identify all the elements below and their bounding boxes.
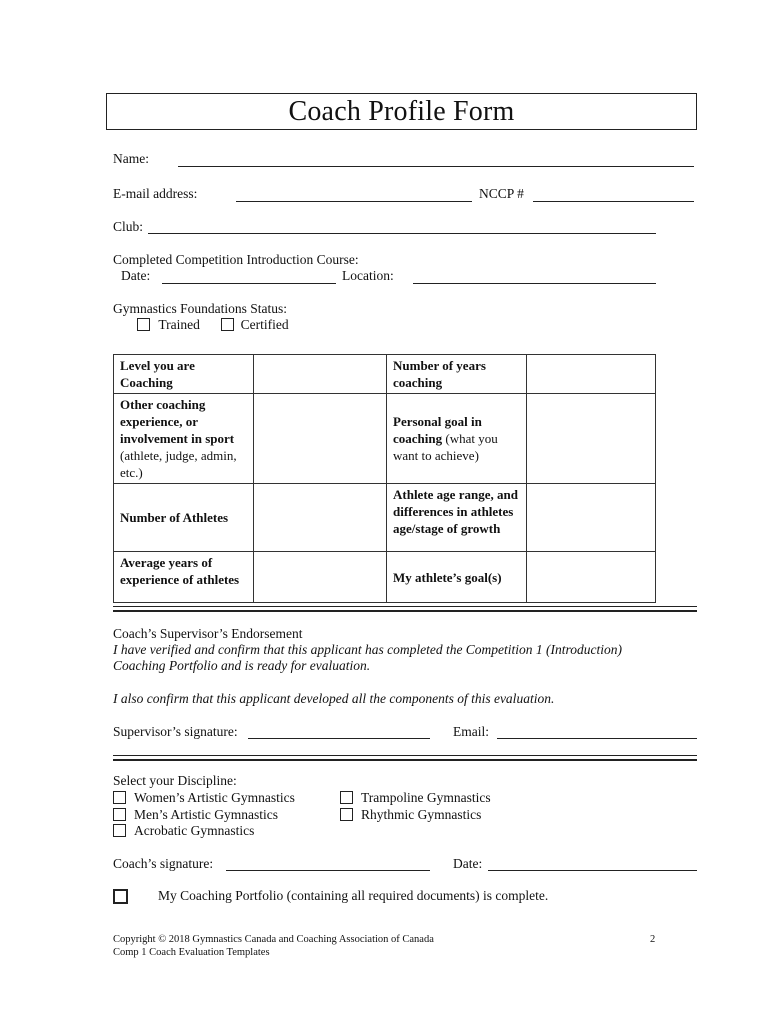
trampoline-label: Trampoline Gymnastics	[361, 790, 491, 805]
mens-artistic-checkbox[interactable]	[113, 808, 126, 821]
trampoline-checkbox[interactable]	[340, 791, 353, 804]
personal-goal-cell	[387, 394, 527, 484]
trained-checkbox[interactable]	[137, 318, 150, 331]
nccp-label: NCCP #	[479, 186, 524, 201]
table-row	[114, 484, 656, 552]
course-location-field[interactable]	[413, 283, 656, 284]
divider	[113, 755, 697, 756]
coach-signature-field[interactable]	[226, 870, 430, 871]
foundations-options	[137, 317, 289, 333]
endorsement-heading: Coach’s Supervisor’s Endorsement	[113, 626, 303, 641]
personal-goal-field[interactable]	[527, 394, 656, 484]
email-row	[113, 186, 197, 202]
course-date-label: Date:	[121, 268, 151, 283]
discipline-label: Select your Discipline:	[113, 773, 237, 788]
supervisor-signature-field[interactable]	[248, 738, 430, 739]
avg-years-label: Average years of experience of athletes	[114, 552, 254, 603]
acrobatic-checkbox[interactable]	[113, 824, 126, 837]
certified-label: Certified	[240, 317, 289, 332]
coach-date-row	[453, 856, 482, 872]
endorsement-text-2: I also confirm that this applicant developed all the components of this evaluation.	[113, 691, 555, 706]
womens-artistic-label: Women’s Artistic Gymnastics	[134, 790, 295, 805]
trained-label: Trained	[158, 317, 200, 332]
level-label: Level you are Coaching	[114, 355, 254, 394]
rhythmic-label: Rhythmic Gymnastics	[361, 806, 482, 822]
coach-date-field[interactable]	[488, 870, 697, 871]
supervisor-email-row	[453, 724, 489, 740]
table-row	[114, 394, 656, 484]
avg-years-field[interactable]	[254, 552, 387, 603]
personal-goal-note: (what you want to achieve)	[393, 431, 498, 463]
club-field[interactable]	[148, 233, 656, 234]
age-range-label: Athlete age range, and differences in athletes age/stage of growth	[387, 484, 527, 552]
supervisor-email-field[interactable]	[497, 738, 697, 739]
divider	[113, 759, 697, 761]
email-field[interactable]	[236, 201, 472, 202]
athlete-goal-label: My athlete’s goal(s)	[387, 552, 527, 603]
name-field[interactable]	[178, 166, 694, 167]
page-title: Coach Profile Form	[288, 95, 515, 127]
discipline-option	[340, 807, 491, 824]
nccp-field[interactable]	[533, 201, 694, 202]
level-field[interactable]	[254, 355, 387, 394]
supervisor-sig-row	[113, 724, 238, 740]
coach-date-label: Date:	[453, 856, 483, 871]
course-location-row	[342, 268, 394, 284]
table-row	[114, 552, 656, 603]
club-row	[113, 219, 143, 235]
supervisor-email-label: Email:	[453, 724, 489, 739]
years-coaching-label: Number of years coaching	[387, 355, 527, 394]
course-location-label: Location:	[342, 268, 394, 283]
years-coaching-field[interactable]	[527, 355, 656, 394]
mens-artistic-label: Men’s Artistic Gymnastics	[134, 806, 278, 822]
rhythmic-checkbox[interactable]	[340, 808, 353, 821]
coach-sig-row	[113, 856, 213, 872]
other-experience-note: (athlete, judge, admin, etc.)	[120, 448, 237, 480]
discipline-col-2	[340, 790, 491, 823]
womens-artistic-checkbox[interactable]	[113, 791, 126, 804]
footer-copyright: Copyright © 2018 Gymnastics Canada and Coaching Association of Canada	[113, 934, 434, 945]
name-label: Name:	[113, 151, 149, 166]
other-experience-field[interactable]	[254, 394, 387, 484]
foundations-label: Gymnastics Foundations Status:	[113, 301, 288, 316]
num-athletes-label: Number of Athletes	[114, 484, 254, 552]
discipline-option	[113, 807, 295, 824]
certified-checkbox[interactable]	[221, 318, 234, 331]
acrobatic-label: Acrobatic Gymnastics	[134, 823, 255, 838]
discipline-option	[340, 790, 491, 807]
supervisor-sig-label: Supervisor’s signature:	[113, 724, 238, 739]
divider	[113, 610, 697, 612]
other-experience-cell	[114, 394, 254, 484]
coach-sig-label: Coach’s signature:	[113, 856, 214, 871]
discipline-col-1	[113, 790, 295, 840]
form-title-box	[106, 93, 697, 130]
personal-goal-label: Personal goal in coaching	[393, 414, 482, 446]
portfolio-complete-checkbox[interactable]	[113, 889, 128, 904]
endorsement-text-1: I have verified and confirm that this applicant has completed the Competition 1 (Introduction) Coaching Portfolio and is ready for evaluation.	[113, 642, 623, 673]
table-row	[114, 355, 656, 394]
divider	[113, 606, 697, 607]
athlete-goal-field[interactable]	[527, 552, 656, 603]
email-label: E-mail address:	[113, 186, 198, 201]
course-date-field[interactable]	[162, 283, 336, 284]
age-range-field[interactable]	[527, 484, 656, 552]
course-label: Completed Competition Introduction Course:	[113, 252, 359, 267]
discipline-option	[113, 823, 295, 840]
coach-info-table	[113, 354, 656, 603]
discipline-option	[113, 790, 295, 807]
club-label: Club:	[113, 219, 144, 234]
course-row	[113, 252, 359, 268]
footer-template-name: Comp 1 Coach Evaluation Templates	[113, 947, 270, 958]
name-row	[113, 151, 149, 167]
nccp-row	[479, 186, 524, 202]
portfolio-complete-label: My Coaching Portfolio (containing all required documents) is complete.	[158, 888, 549, 903]
course-date-row	[121, 268, 150, 284]
other-experience-label: Other coaching experience, or involvement in sport	[120, 397, 235, 446]
foundations-row	[113, 301, 287, 317]
num-athletes-field[interactable]	[254, 484, 387, 552]
page-number: 2	[650, 934, 656, 945]
